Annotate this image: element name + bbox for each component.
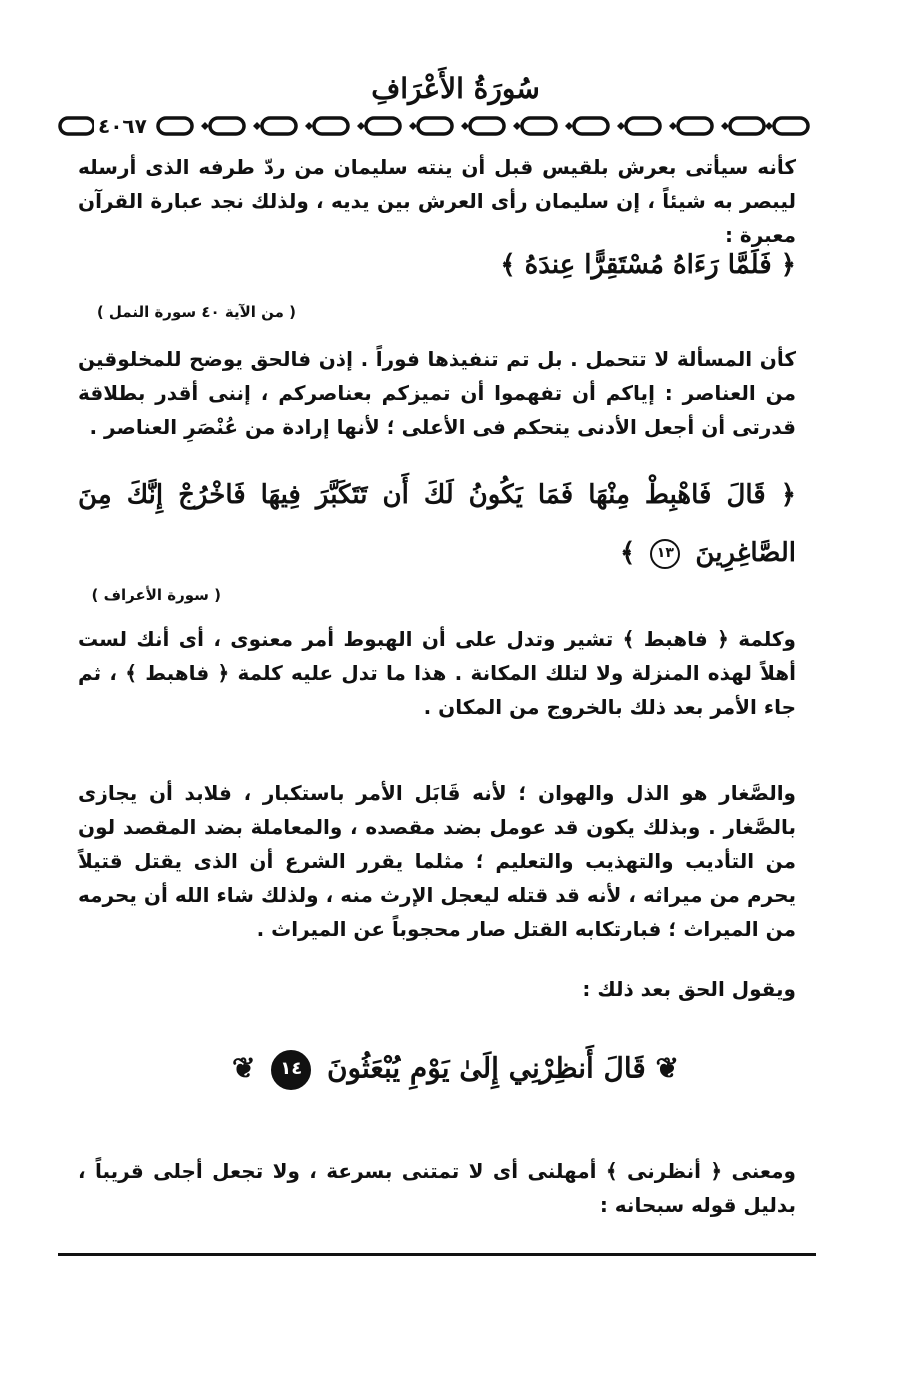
footer-rule: [58, 1253, 816, 1256]
paragraph-3: وكلمة ﴿ فاهبط ﴾ تشير وتدل على أن الهبوط أمر معنوى ، أى أنك لست أهلاً لهذه المنزلة ولا لتلك المكانة . هذا ما تدل عليه كلمة ﴿ فاهبط ﴾ ، ثم جاء الأمر بعد ذلك بالخروج من المكان .: [78, 627, 796, 719]
verse-2-line-1: [78, 480, 796, 510]
verse-close-bracket: ﴾: [620, 538, 636, 568]
decorative-header-band: [58, 113, 810, 139]
verse-1-reference: ( من الآية ٤٠ سورة النمل ): [96, 303, 296, 321]
page-number: ٤٠٦٧: [94, 114, 151, 138]
paragraph-1: كأنه سيأتى بعرش بلقيس قبل أن ينته سليمان من ردّ طرفه الذى أرسله ليبصر به شيئاً ، إن سليمان رأى العرش بين يديه ، ولذلك نجد عبارة القرآن معبرة :: [78, 155, 796, 247]
ayah-number-14: ١٤: [271, 1050, 311, 1090]
paragraph-6: ومعنى ﴿ أنظرنى ﴾ أمهلنى أى لا تمتنى بسرعة ، ولا تجعل أجلى قريباً ، بدليل قوله سبحانه :: [78, 1159, 796, 1217]
verse-2-line-2: [620, 538, 796, 569]
verse-3-ornament-right: ❦: [655, 1051, 680, 1085]
paragraph-4: والصَّغار هو الذل والهوان ؛ لأنه قَابَل الأمر باستكبار ، فلابد أن يجازى بالصَّغار . وبذلك يكون قد عومل بضد مقصده ، والمعاملة بضد المقصد لون من التأديب والتهذيب والتعليم ؛ مثلما يقرر الشرع أن الذى يقتل قتيلاً يحرم من ميراثه ، لأنه قد قتله ليعجل الإرث منه ، ولذلك شاء الله أن يحرمه من الميراث ؛ فبارتكابه القتل صار محجوباً عن الميراث .: [78, 781, 796, 941]
verse-open-bracket: ﴿: [780, 250, 796, 280]
ayah-number-13: ١٣: [650, 539, 680, 569]
verse-3: [0, 1050, 911, 1090]
verse-2-text-line-1: قَالَ فَاهْبِطْ مِنْهَا فَمَا يَكُونُ لَكَ أَن تَتَكَبَّرَ فِيهَا فَاخْرُجْ إِنَّكَ مِنَ: [78, 480, 766, 510]
verse-2-reference: ( سورة الأعراف ): [91, 586, 221, 604]
paragraph-5: ويقول الحق بعد ذلك :: [582, 977, 796, 1001]
verse-2-text-line-2: الصَّاغِرِينَ: [695, 538, 796, 568]
verse-3-ornament-left: ❦: [231, 1051, 256, 1085]
verse-close-bracket: ﴾: [500, 250, 516, 280]
verse-3-text: قَالَ أَنظِرْنِي إِلَىٰ يَوْمِ يُبْعَثُونَ: [326, 1051, 646, 1085]
verse-1: [500, 250, 796, 280]
paragraph-2: كأن المسألة لا تتحمل . بل تم تنفيذها فوراً . إذن فالحق يوضح للمخلوقين من العناصر : إياكم أن تفهموا أن تميزكم بعناصركم ، إننى أقدر بطلاقة قدرتى أن أجعل الأدنى يتحكم فى الأعلى ؛ لأنها إرادة من عُنْصَرِ العناصر .: [78, 347, 796, 439]
surah-title: سُورَةُ الأَعْرَافِ: [371, 72, 540, 105]
verse-open-bracket: ﴿: [780, 480, 796, 510]
verse-1-text: فَلَمَّا رَءَاهُ مُسْتَقِرًّا عِندَهُ: [524, 250, 772, 280]
